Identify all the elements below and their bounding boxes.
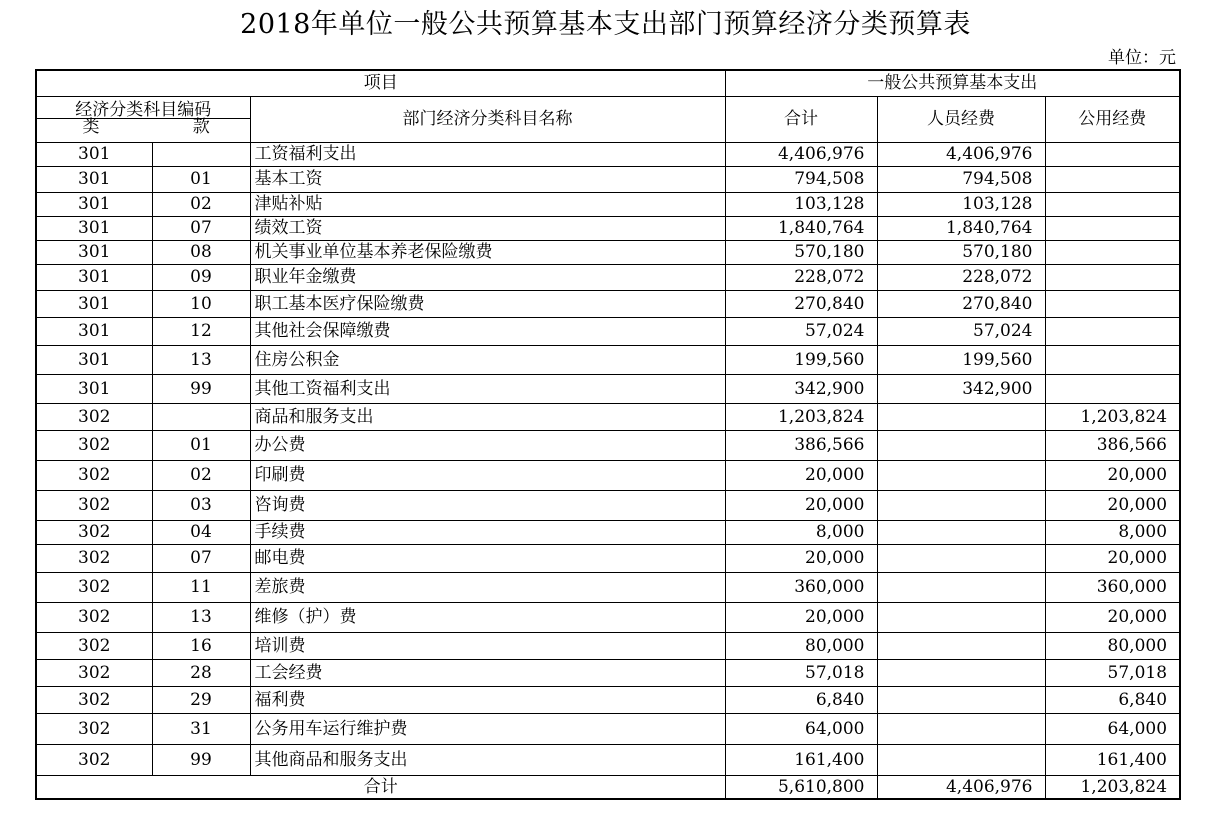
cell-total: 4,406,976	[725, 142, 877, 166]
cell-lei: 302	[36, 430, 152, 460]
cell-kuan	[152, 403, 250, 430]
cell-kuan: 10	[152, 290, 250, 317]
table-row	[36, 632, 1180, 659]
cell-public: 20,000	[1045, 602, 1180, 632]
cell-public	[1045, 290, 1180, 317]
cell-kuan: 02	[152, 460, 250, 490]
cell-personnel: 794,508	[877, 166, 1045, 192]
header-econ-code-cell	[36, 96, 250, 142]
cell-personnel	[877, 659, 1045, 686]
cell-lei: 301	[36, 240, 152, 264]
cell-total: 57,024	[725, 317, 877, 345]
cell-public	[1045, 317, 1180, 345]
cell-kuan: 16	[152, 632, 250, 659]
table-header	[36, 70, 1180, 142]
cell-personnel: 270,840	[877, 290, 1045, 317]
unit-label: 单位：元	[1108, 48, 1176, 68]
cell-personnel	[877, 490, 1045, 520]
cell-lei: 301	[36, 290, 152, 317]
table-row	[36, 192, 1180, 216]
cell-name: 职工基本医疗保险缴费	[250, 290, 725, 317]
cell-lei: 302	[36, 602, 152, 632]
table-row	[36, 713, 1180, 744]
cell-personnel: 4,406,976	[877, 142, 1045, 166]
cell-total: 8,000	[725, 520, 877, 544]
cell-lei: 302	[36, 632, 152, 659]
cell-kuan: 29	[152, 686, 250, 713]
cell-lei: 301	[36, 166, 152, 192]
cell-total: 6,840	[725, 686, 877, 713]
cell-public	[1045, 374, 1180, 403]
cell-public: 1,203,824	[1045, 403, 1180, 430]
cell-name: 绩效工资	[250, 216, 725, 240]
table-row	[36, 572, 1180, 602]
header-basic-expense: 一般公共预算基本支出	[725, 70, 1180, 96]
cell-public	[1045, 142, 1180, 166]
cell-name: 咨询费	[250, 490, 725, 520]
cell-kuan: 08	[152, 240, 250, 264]
table-row	[36, 403, 1180, 430]
cell-lei: 302	[36, 544, 152, 572]
cell-personnel	[877, 572, 1045, 602]
cell-kuan: 07	[152, 216, 250, 240]
cell-lei: 301	[36, 192, 152, 216]
cell-name: 公务用车运行维护费	[250, 713, 725, 744]
cell-lei: 302	[36, 686, 152, 713]
cell-name: 商品和服务支出	[250, 403, 725, 430]
cell-kuan: 13	[152, 602, 250, 632]
cell-public: 161,400	[1045, 744, 1180, 775]
cell-kuan: 09	[152, 264, 250, 290]
cell-total: 199,560	[725, 345, 877, 374]
cell-public	[1045, 166, 1180, 192]
header-item: 项目	[36, 70, 725, 96]
table-row	[36, 290, 1180, 317]
cell-name: 基本工资	[250, 166, 725, 192]
cell-total: 342,900	[725, 374, 877, 403]
table-row	[36, 264, 1180, 290]
cell-kuan: 02	[152, 192, 250, 216]
cell-lei: 302	[36, 520, 152, 544]
cell-total: 20,000	[725, 602, 877, 632]
cell-lei: 302	[36, 572, 152, 602]
table-row	[36, 166, 1180, 192]
cell-name: 维修（护）费	[250, 602, 725, 632]
cell-personnel	[877, 686, 1045, 713]
cell-public: 80,000	[1045, 632, 1180, 659]
table-row	[36, 659, 1180, 686]
table-row	[36, 520, 1180, 544]
cell-total: 161,400	[725, 744, 877, 775]
cell-personnel: 1,840,764	[877, 216, 1045, 240]
cell-lei: 302	[36, 713, 152, 744]
cell-total: 20,000	[725, 460, 877, 490]
cell-public: 20,000	[1045, 490, 1180, 520]
cell-personnel	[877, 460, 1045, 490]
cell-total: 64,000	[725, 713, 877, 744]
cell-lei: 301	[36, 345, 152, 374]
cell-name: 津贴补贴	[250, 192, 725, 216]
cell-lei: 301	[36, 264, 152, 290]
cell-public: 20,000	[1045, 460, 1180, 490]
cell-personnel	[877, 602, 1045, 632]
table-row	[36, 490, 1180, 520]
cell-kuan: 31	[152, 713, 250, 744]
cell-public	[1045, 192, 1180, 216]
cell-lei: 301	[36, 374, 152, 403]
cell-name: 住房公积金	[250, 345, 725, 374]
cell-personnel: 342,900	[877, 374, 1045, 403]
cell-kuan: 12	[152, 317, 250, 345]
table-row	[36, 317, 1180, 345]
cell-name: 职业年金缴费	[250, 264, 725, 290]
cell-personnel: 103,128	[877, 192, 1045, 216]
footer-public: 1,203,824	[1045, 775, 1180, 799]
cell-total: 270,840	[725, 290, 877, 317]
footer-label: 合计	[36, 775, 725, 799]
cell-name: 工会经费	[250, 659, 725, 686]
cell-name: 机关事业单位基本养老保险缴费	[250, 240, 725, 264]
cell-total: 1,840,764	[725, 216, 877, 240]
header-public: 公用经费	[1045, 96, 1180, 142]
cell-total: 570,180	[725, 240, 877, 264]
cell-name: 差旅费	[250, 572, 725, 602]
cell-lei: 302	[36, 744, 152, 775]
table-body	[36, 142, 1180, 775]
table-row	[36, 240, 1180, 264]
cell-personnel	[877, 403, 1045, 430]
header-personnel: 人员经费	[877, 96, 1045, 142]
cell-public	[1045, 240, 1180, 264]
cell-lei: 301	[36, 142, 152, 166]
budget-table	[35, 69, 1181, 800]
cell-kuan: 04	[152, 520, 250, 544]
cell-lei: 302	[36, 490, 152, 520]
cell-name: 其他商品和服务支出	[250, 744, 725, 775]
cell-kuan: 01	[152, 166, 250, 192]
cell-total: 386,566	[725, 430, 877, 460]
cell-public: 64,000	[1045, 713, 1180, 744]
cell-kuan: 01	[152, 430, 250, 460]
cell-name: 工资福利支出	[250, 142, 725, 166]
table-row	[36, 216, 1180, 240]
table-row	[36, 544, 1180, 572]
header-kuan: 款	[192, 117, 210, 137]
cell-kuan	[152, 142, 250, 166]
cell-lei: 302	[36, 403, 152, 430]
footer-total: 5,610,800	[725, 775, 877, 799]
cell-personnel	[877, 430, 1045, 460]
cell-personnel: 228,072	[877, 264, 1045, 290]
cell-personnel: 199,560	[877, 345, 1045, 374]
header-total: 合计	[725, 96, 877, 142]
table-row	[36, 142, 1180, 166]
cell-name: 福利费	[250, 686, 725, 713]
cell-lei: 302	[36, 659, 152, 686]
header-code-split	[36, 118, 250, 136]
cell-kuan: 13	[152, 345, 250, 374]
cell-personnel: 57,024	[877, 317, 1045, 345]
cell-public	[1045, 264, 1180, 290]
table-row	[36, 460, 1180, 490]
cell-kuan: 99	[152, 744, 250, 775]
cell-total: 1,203,824	[725, 403, 877, 430]
cell-lei: 301	[36, 216, 152, 240]
table-row	[36, 744, 1180, 775]
cell-lei: 302	[36, 460, 152, 490]
table-footer	[36, 775, 1180, 799]
cell-kuan: 03	[152, 490, 250, 520]
cell-public: 6,840	[1045, 686, 1180, 713]
cell-kuan: 28	[152, 659, 250, 686]
table-row	[36, 430, 1180, 460]
cell-total: 20,000	[725, 490, 877, 520]
cell-personnel	[877, 744, 1045, 775]
cell-kuan: 99	[152, 374, 250, 403]
cell-personnel	[877, 544, 1045, 572]
cell-name: 邮电费	[250, 544, 725, 572]
cell-name: 印刷费	[250, 460, 725, 490]
cell-kuan: 07	[152, 544, 250, 572]
page-title: 2018年单位一般公共预算基本支出部门预算经济分类预算表	[240, 9, 971, 40]
cell-personnel	[877, 632, 1045, 659]
cell-kuan: 11	[152, 572, 250, 602]
cell-name: 其他社会保障缴费	[250, 317, 725, 345]
cell-public: 386,566	[1045, 430, 1180, 460]
cell-personnel: 570,180	[877, 240, 1045, 264]
cell-public: 8,000	[1045, 520, 1180, 544]
cell-public: 20,000	[1045, 544, 1180, 572]
cell-personnel	[877, 520, 1045, 544]
cell-lei: 301	[36, 317, 152, 345]
footer-personnel: 4,406,976	[877, 775, 1045, 799]
cell-total: 794,508	[725, 166, 877, 192]
header-name: 部门经济分类科目名称	[250, 96, 725, 142]
cell-name: 办公费	[250, 430, 725, 460]
cell-public	[1045, 345, 1180, 374]
cell-total: 103,128	[725, 192, 877, 216]
cell-total: 228,072	[725, 264, 877, 290]
table-row	[36, 345, 1180, 374]
table-row	[36, 602, 1180, 632]
cell-total: 360,000	[725, 572, 877, 602]
header-lei: 类	[82, 117, 100, 137]
cell-total: 20,000	[725, 544, 877, 572]
cell-personnel	[877, 713, 1045, 744]
cell-public: 360,000	[1045, 572, 1180, 602]
cell-name: 培训费	[250, 632, 725, 659]
cell-name: 其他工资福利支出	[250, 374, 725, 403]
header-econ-code: 经济分类科目编码	[75, 100, 212, 120]
table-row	[36, 686, 1180, 713]
cell-public: 57,018	[1045, 659, 1180, 686]
cell-name: 手续费	[250, 520, 725, 544]
table-row	[36, 374, 1180, 403]
cell-total: 57,018	[725, 659, 877, 686]
cell-total: 80,000	[725, 632, 877, 659]
cell-public	[1045, 216, 1180, 240]
